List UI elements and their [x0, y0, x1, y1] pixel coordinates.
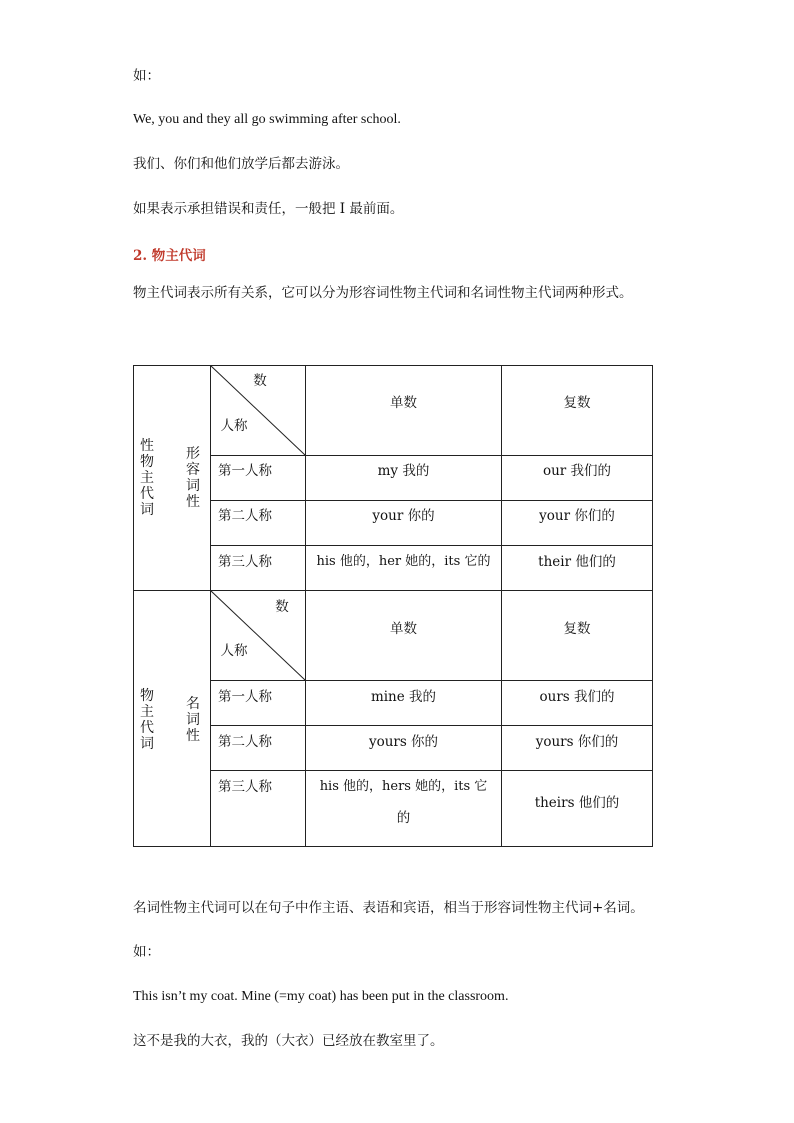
- example-label-2: 如：: [133, 944, 160, 960]
- table-row-person: 第二人称: [218, 508, 272, 524]
- table-row-singular: his 他的，hers 她的，its 它: [319, 779, 488, 794]
- table-row-person: 第三人称: [218, 779, 272, 795]
- header-plural: 复数: [563, 621, 591, 637]
- table-row-singular: your 你的: [372, 508, 435, 524]
- table-row-singular: my 我的: [377, 463, 430, 479]
- example-sentence-zh-2: 这不是我的大衣，我的（大衣）已经放在教室里了。: [133, 1033, 444, 1049]
- table-row-plural: their 他们的: [538, 554, 616, 570]
- table-row-person: 第一人称: [218, 463, 272, 479]
- table-row-person: 第二人称: [218, 734, 272, 750]
- table-row-person: 第一人称: [218, 689, 272, 705]
- example-label: 如：: [133, 68, 160, 84]
- header-singular: 单数: [390, 395, 417, 411]
- header-plural: 复数: [563, 395, 591, 411]
- table-row-singular: yours 你的: [368, 734, 439, 750]
- table-row-singular: his 他的，her 她的，its 它的: [316, 554, 491, 569]
- example-sentence-zh: 我们、你们和他们放学后都去游泳。: [133, 156, 349, 172]
- group2-inner-label: 名 词 性: [186, 696, 200, 744]
- table-row-plural: theirs 他们的: [534, 795, 620, 811]
- table-row-plural: ours 我们的: [539, 689, 615, 705]
- section-heading: 2. 物主代词: [133, 248, 206, 264]
- group2-outer-label: 物 主 代 词: [140, 688, 154, 752]
- header-number: 数: [275, 599, 289, 615]
- header-person: 人称: [220, 418, 248, 434]
- table-row-person: 第三人称: [218, 554, 272, 570]
- table-row-plural: our 我们的: [542, 463, 612, 479]
- header-singular: 单数: [390, 621, 417, 637]
- table-row-singular-continued: 的: [396, 810, 411, 826]
- nominal-pronoun-description: 名词性物主代词可以在句子中作主语、表语和宾语，相当于形容词性物主代词+名词。: [133, 900, 644, 916]
- section-description: 物主代词表示所有关系，它可以分为形容词性物主代词和名词性物主代词两种形式。: [133, 285, 633, 301]
- example-sentence-en-2: This isn’t my coat. Mine (=my coat) has been put in the classroom.: [133, 989, 509, 1004]
- header-person: 人称: [220, 643, 248, 659]
- table-row-singular: mine 我的: [370, 689, 437, 705]
- table-row-plural: yours 你们的: [535, 734, 619, 750]
- responsibility-note: 如果表示承担错误和责任，一般把 I 最前面。: [133, 201, 404, 217]
- group1-inner-label: 形 容 词 性: [186, 446, 200, 510]
- example-sentence-en: We, you and they all go swimming after school.: [133, 112, 401, 127]
- header-number: 数: [253, 373, 267, 389]
- table-row-plural: your 你们的: [539, 508, 615, 524]
- group1-outer-label: 性 物 主 代 词: [140, 438, 154, 518]
